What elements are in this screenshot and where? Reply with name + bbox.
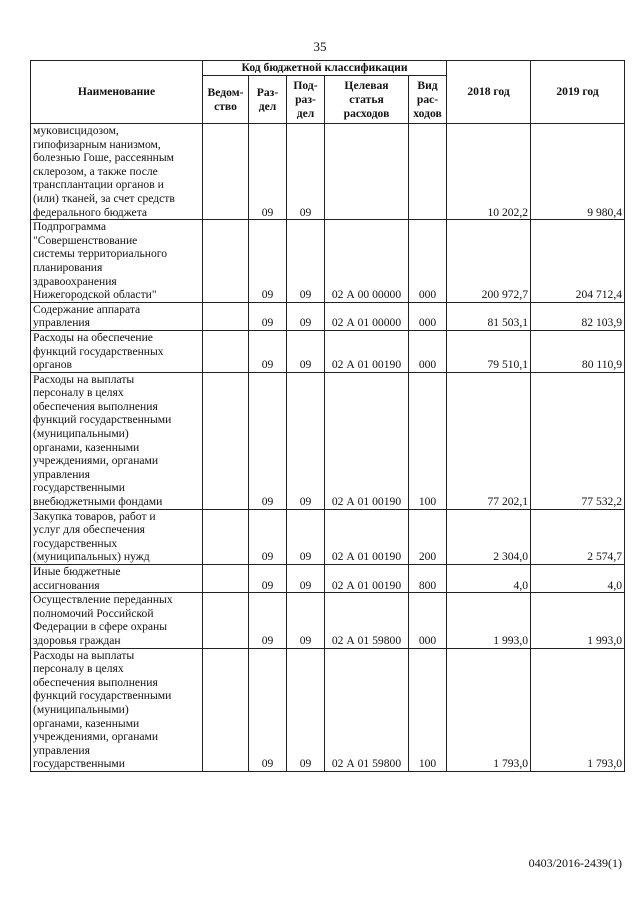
cell-target-article: 02 А 01 59800 — [325, 593, 409, 648]
cell-department — [203, 330, 249, 372]
cell-2018: 10 202,2 — [447, 124, 531, 220]
table-row — [31, 593, 625, 648]
cell-subsection: 09 — [287, 372, 325, 509]
cell-2018: 81 503,1 — [447, 302, 531, 330]
cell-expense-type: 000 — [409, 220, 447, 303]
header-section: Раз- дел — [249, 76, 287, 124]
budget-table — [30, 60, 625, 772]
header-target-article: Целевая статья расходов — [325, 76, 409, 124]
cell-section: 09 — [249, 124, 287, 220]
cell-section: 09 — [249, 302, 287, 330]
table-row — [31, 648, 625, 771]
cell-section: 09 — [249, 565, 287, 593]
cell-subsection: 09 — [287, 648, 325, 771]
cell-section: 09 — [249, 220, 287, 303]
header-2019: 2019 год — [531, 61, 625, 124]
cell-expense-type: 100 — [409, 648, 447, 771]
cell-2019: 2 574,7 — [531, 509, 625, 564]
cell-2019: 1 793,0 — [531, 648, 625, 771]
cell-2018: 1 793,0 — [447, 648, 531, 771]
cell-2018: 4,0 — [447, 565, 531, 593]
table-row — [31, 124, 625, 220]
cell-subsection: 09 — [287, 220, 325, 303]
cell-2019: 82 103,9 — [531, 302, 625, 330]
cell-department — [203, 565, 249, 593]
cell-subsection: 09 — [287, 509, 325, 564]
cell-2018: 200 972,7 — [447, 220, 531, 303]
header-expense-type: Вид рас- ходов — [409, 76, 447, 124]
cell-2019: 4,0 — [531, 565, 625, 593]
cell-name: Содержание аппарата управления — [31, 302, 203, 330]
cell-section: 09 — [249, 593, 287, 648]
cell-subsection: 09 — [287, 330, 325, 372]
cell-name: Иные бюджетные ассигнования — [31, 565, 203, 593]
cell-name: Расходы на обеспечение функций государственных органов — [31, 330, 203, 372]
cell-department — [203, 302, 249, 330]
cell-2018: 2 304,0 — [447, 509, 531, 564]
cell-name: мукoвисцидозом, гипофизарным нанизмом, болезнью Гоше, рассеянным склерозом, а также после трансплантации органов и (или) тканей, за счет средств федерального бюджета — [31, 124, 203, 220]
cell-department — [203, 372, 249, 509]
cell-name: Закупка товаров, работ и услуг для обеспечения государственных (муниципальных) нужд — [31, 509, 203, 564]
cell-expense-type: 000 — [409, 302, 447, 330]
cell-2018: 79 510,1 — [447, 330, 531, 372]
cell-target-article: 02 А 01 59800 — [325, 648, 409, 771]
cell-name: Расходы на выплаты персоналу в целях обеспечения выполнения функций государственными (муниципальными) органами, казенными учреждениями, органами управления государственными — [31, 648, 203, 771]
cell-2019: 77 532,2 — [531, 372, 625, 509]
cell-target-article: 02 А 00 00000 — [325, 220, 409, 303]
cell-name: Осуществление переданных полномочий Российской Федерации в сфере охраны здоровья граждан — [31, 593, 203, 648]
cell-expense-type: 100 — [409, 372, 447, 509]
cell-2019: 1 993,0 — [531, 593, 625, 648]
table-row — [31, 372, 625, 509]
cell-2018: 1 993,0 — [447, 593, 531, 648]
cell-name: Расходы на выплаты персоналу в целях обеспечения выполнения функций государственными (муниципальными) органами, казенными учреждениями, органами управления государственными внебюджетными фондами — [31, 372, 203, 509]
cell-subsection: 09 — [287, 593, 325, 648]
header-2018: 2018 год — [447, 61, 531, 124]
table-row — [31, 565, 625, 593]
table-row — [31, 220, 625, 303]
cell-2019: 204 712,4 — [531, 220, 625, 303]
cell-expense-type: 800 — [409, 565, 447, 593]
cell-name: Подпрограмма "Совершенствование системы территориального планирования здравоохранения Нижегородской области" — [31, 220, 203, 303]
table-row — [31, 509, 625, 564]
cell-section: 09 — [249, 648, 287, 771]
cell-department — [203, 593, 249, 648]
header-name: Наименование — [31, 61, 203, 124]
cell-expense-type: 000 — [409, 593, 447, 648]
cell-section: 09 — [249, 372, 287, 509]
cell-expense-type: 200 — [409, 509, 447, 564]
cell-expense-type: 000 — [409, 330, 447, 372]
cell-target-article: 02 А 01 00000 — [325, 302, 409, 330]
cell-2019: 9 980,4 — [531, 124, 625, 220]
cell-target-article: 02 А 01 00190 — [325, 330, 409, 372]
table-row — [31, 330, 625, 372]
cell-section: 09 — [249, 509, 287, 564]
page-number: 35 — [313, 39, 327, 54]
header-row-1 — [31, 61, 625, 76]
cell-subsection: 09 — [287, 565, 325, 593]
cell-target-article — [325, 124, 409, 220]
header-department: Ведом- ство — [203, 76, 249, 124]
cell-2018: 77 202,1 — [447, 372, 531, 509]
document-code: 0403/2016-2439(1) — [528, 856, 622, 870]
table-row — [31, 302, 625, 330]
cell-department — [203, 509, 249, 564]
cell-department — [203, 648, 249, 771]
cell-expense-type — [409, 124, 447, 220]
cell-target-article: 02 А 01 00190 — [325, 509, 409, 564]
cell-subsection: 09 — [287, 302, 325, 330]
cell-target-article: 02 А 01 00190 — [325, 565, 409, 593]
header-subsection: Под- раз- дел — [287, 76, 325, 124]
cell-2019: 80 110,9 — [531, 330, 625, 372]
cell-target-article: 02 А 01 00190 — [325, 372, 409, 509]
cell-subsection: 09 — [287, 124, 325, 220]
cell-section: 09 — [249, 330, 287, 372]
cell-department — [203, 124, 249, 220]
header-classification-group: Код бюджетной классификации — [203, 61, 447, 76]
cell-department — [203, 220, 249, 303]
